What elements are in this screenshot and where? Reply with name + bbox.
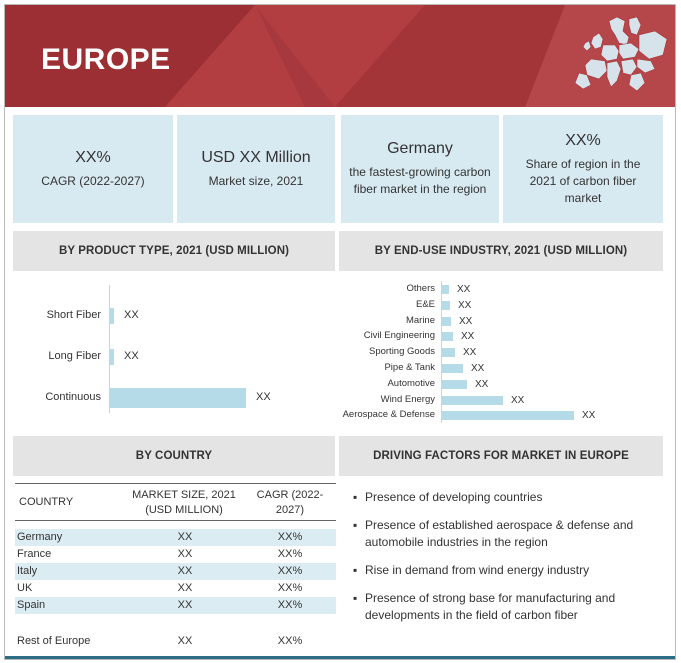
product-type-bar [110,388,246,408]
cell-country: Italy [17,565,38,577]
table-row [15,597,336,614]
driving-factor-text: Presence of strong base for manufacturing and developments in the field of carbon fiber [365,591,616,622]
end-use-label: Others [406,283,435,294]
market-size-value: USD XX Million [201,148,311,166]
end-use-bar [442,380,467,389]
table-row [15,529,336,546]
bullet-icon: ▪ [353,563,358,577]
end-use-value: XX [511,395,525,406]
cell-cagr: XX% [277,582,303,594]
infographic [4,4,676,660]
cell-cagr: XX% [277,565,303,577]
regional-share-label: Share of region in the 2021 of carbon fiber market [525,156,641,205]
europe-map-icon [571,15,671,99]
country-header: BY COUNTRY [13,436,335,476]
cagr-label: CAGR (2022-2027) [41,173,145,188]
product-type-value: XX [124,309,139,321]
fastest-growing-country: Germany [387,140,453,157]
driving-factor-item [353,517,663,551]
cell-size: XX [177,599,193,611]
end-use-value: XX [471,363,485,374]
bottom-accent-bar [5,656,676,660]
end-use-label: E&E [415,299,435,310]
driving-factor-item [353,590,663,624]
cell-size: XX [177,635,193,647]
regional-share-card [503,115,663,223]
cagr-card [13,115,173,223]
bullet-icon: ▪ [353,518,358,532]
product-type-label: Long Fiber [48,350,101,362]
bullet-icon: ▪ [353,490,358,504]
product-type-bar [110,349,114,365]
market-size-label: Market size, 2021 [208,173,304,188]
table-row [15,580,336,597]
cell-country: France [17,548,52,560]
end-use-bar [442,348,455,357]
end-use-bar [442,285,449,294]
drivers-header: DRIVING FACTORS FOR MARKET IN EUROPE [339,436,663,476]
end-use-bar [442,332,453,341]
driving-factor-item [353,562,663,579]
fastest-growing-card [341,115,499,223]
cell-size: XX [177,582,193,594]
cell-cagr: XX% [277,531,303,543]
cell-cagr: XX% [277,599,303,611]
cell-size: XX [177,548,193,560]
driving-factor-item [353,489,663,506]
table-row [15,546,336,563]
end-use-value: XX [459,316,473,327]
end-use-label: Pipe & Tank [384,362,435,373]
driving-factor-text: Rise in demand from wind energy industry [365,563,590,577]
cell-size: XX [177,531,193,543]
end-use-value: XX [458,300,472,311]
end-use-value: XX [461,331,475,342]
end-use-bar [442,364,463,373]
fastest-growing-label: the fastest-growing carbon fiber market in the region [349,165,491,196]
table-row [15,633,336,650]
region-title: EUROPE [41,43,171,76]
end-use-label: Wind Energy [380,394,435,405]
cell-cagr: XX% [277,548,303,560]
regional-share-value: XX% [565,131,601,149]
header-banner [5,5,676,107]
end-use-value: XX [475,379,489,390]
product-type-label: Short Fiber [46,309,101,321]
product-type-label: Continuous [45,391,101,403]
end-use-label: Civil Engineering [363,330,435,341]
end-use-label: Aerospace & Defense [342,409,435,420]
driving-factor-text: Presence of established aerospace & defense and automobile industries in the region [365,518,634,549]
end-use-label: Automotive [387,378,435,389]
driving-factors-list [353,489,663,635]
table-header [15,483,336,521]
end-use-value: XX [457,284,471,295]
cagr-value: XX% [75,148,111,166]
end-use-label: Sporting Goods [368,346,435,357]
product-type-header: BY PRODUCT TYPE, 2021 (USD MILLION) [13,231,335,271]
product-type-bar [110,308,114,324]
product-type-value: XX [256,391,271,403]
cell-size: XX [177,565,193,577]
bullet-icon: ▪ [353,591,358,605]
column-market-size: MARKET SIZE, 2021 (USD MILLION) [132,489,236,516]
table-row [15,563,336,580]
end-use-bar [442,301,450,310]
end-use-bar [442,411,574,420]
end-use-header: BY END-USE INDUSTRY, 2021 (USD MILLION) [339,231,663,271]
end-use-bar [442,396,503,405]
column-country: COUNTRY [19,496,74,508]
end-use-bar [442,317,451,326]
driving-factor-text: Presence of developing countries [365,490,543,504]
cell-country: Spain [17,599,46,611]
column-cagr: CAGR (2022-2027) [256,489,324,516]
end-use-label: Marine [405,315,435,326]
cell-country: Germany [17,531,63,543]
cell-country: Rest of Europe [17,635,91,647]
product-type-value: XX [124,350,139,362]
cell-cagr: XX% [277,635,303,647]
cell-country: UK [17,582,33,594]
end-use-value: XX [582,410,596,421]
market-size-card [177,115,335,223]
end-use-value: XX [463,347,477,358]
